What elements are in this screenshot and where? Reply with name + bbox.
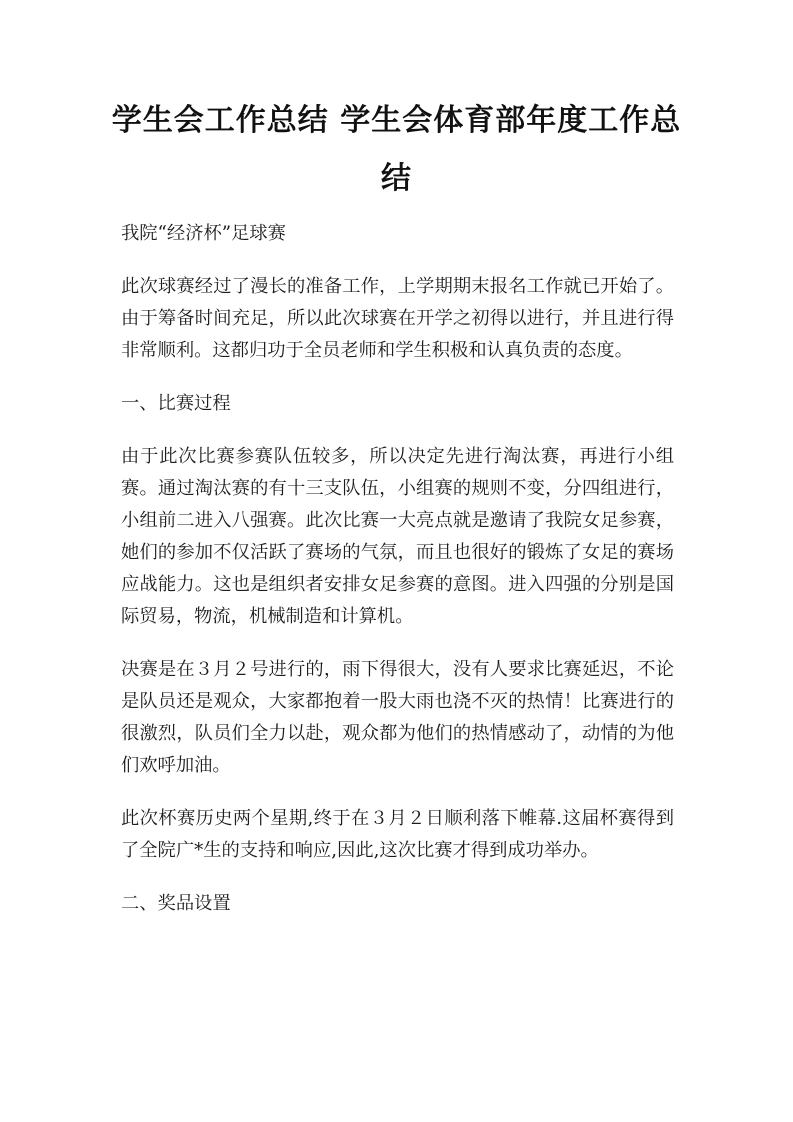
document-title: 学生会工作总结 学生会体育部年度工作总结 [111, 103, 682, 196]
paragraph-process: 由于此次比赛参赛队伍较多，所以决定先进行淘汰赛，再进行小组赛。通过淘汰赛的有十三支队伍，小组赛的规则不变，分四组进行，小组前二进入八强赛。此次比赛一大亮点就是邀请了我院女足参赛，她们的参加不仅活跃了赛场的气氛，而且也很好的锻炼了女足的赛场应战能力。这也是组织者安排女足参赛的意图。进入四强的分别是国际贸易，物流，机械制造和计算机。 [121, 446, 674, 627]
paragraph-preparation: 此次球赛经过了漫长的准备工作，上学期期末报名工作就已开始了。由于筹备时间充足，所以此次球赛在开学之初得以进行，并且进行得非常顺利。这都归功于全员老师和学生积极和认真负责的态度。 [121, 276, 674, 361]
document-body [121, 218, 674, 941]
section-heading-process: 一、比赛过程 [121, 393, 231, 414]
paragraph-conclusion: 此次杯赛历史两个星期,终于在３月２日顺利落下帷幕.这届杯赛得到了全院广*生的支持和响应,因此,这次比赛才得到成功举办。 [121, 808, 674, 861]
paragraph-final: 决赛是在３月２号进行的，雨下得很大，没有人要求比赛延迟，不论是队员还是观众，大家都抱着一股大雨也浇不灭的热情！比赛进行的很激烈，队员们全力以赴，观众都为他们的热情感动了，动情的为他们欢呼加油。 [121, 659, 674, 776]
paragraph-subtitle: 我院“经济杯”足球赛 [121, 223, 286, 244]
section-heading-prizes: 二、奖品设置 [121, 893, 231, 914]
